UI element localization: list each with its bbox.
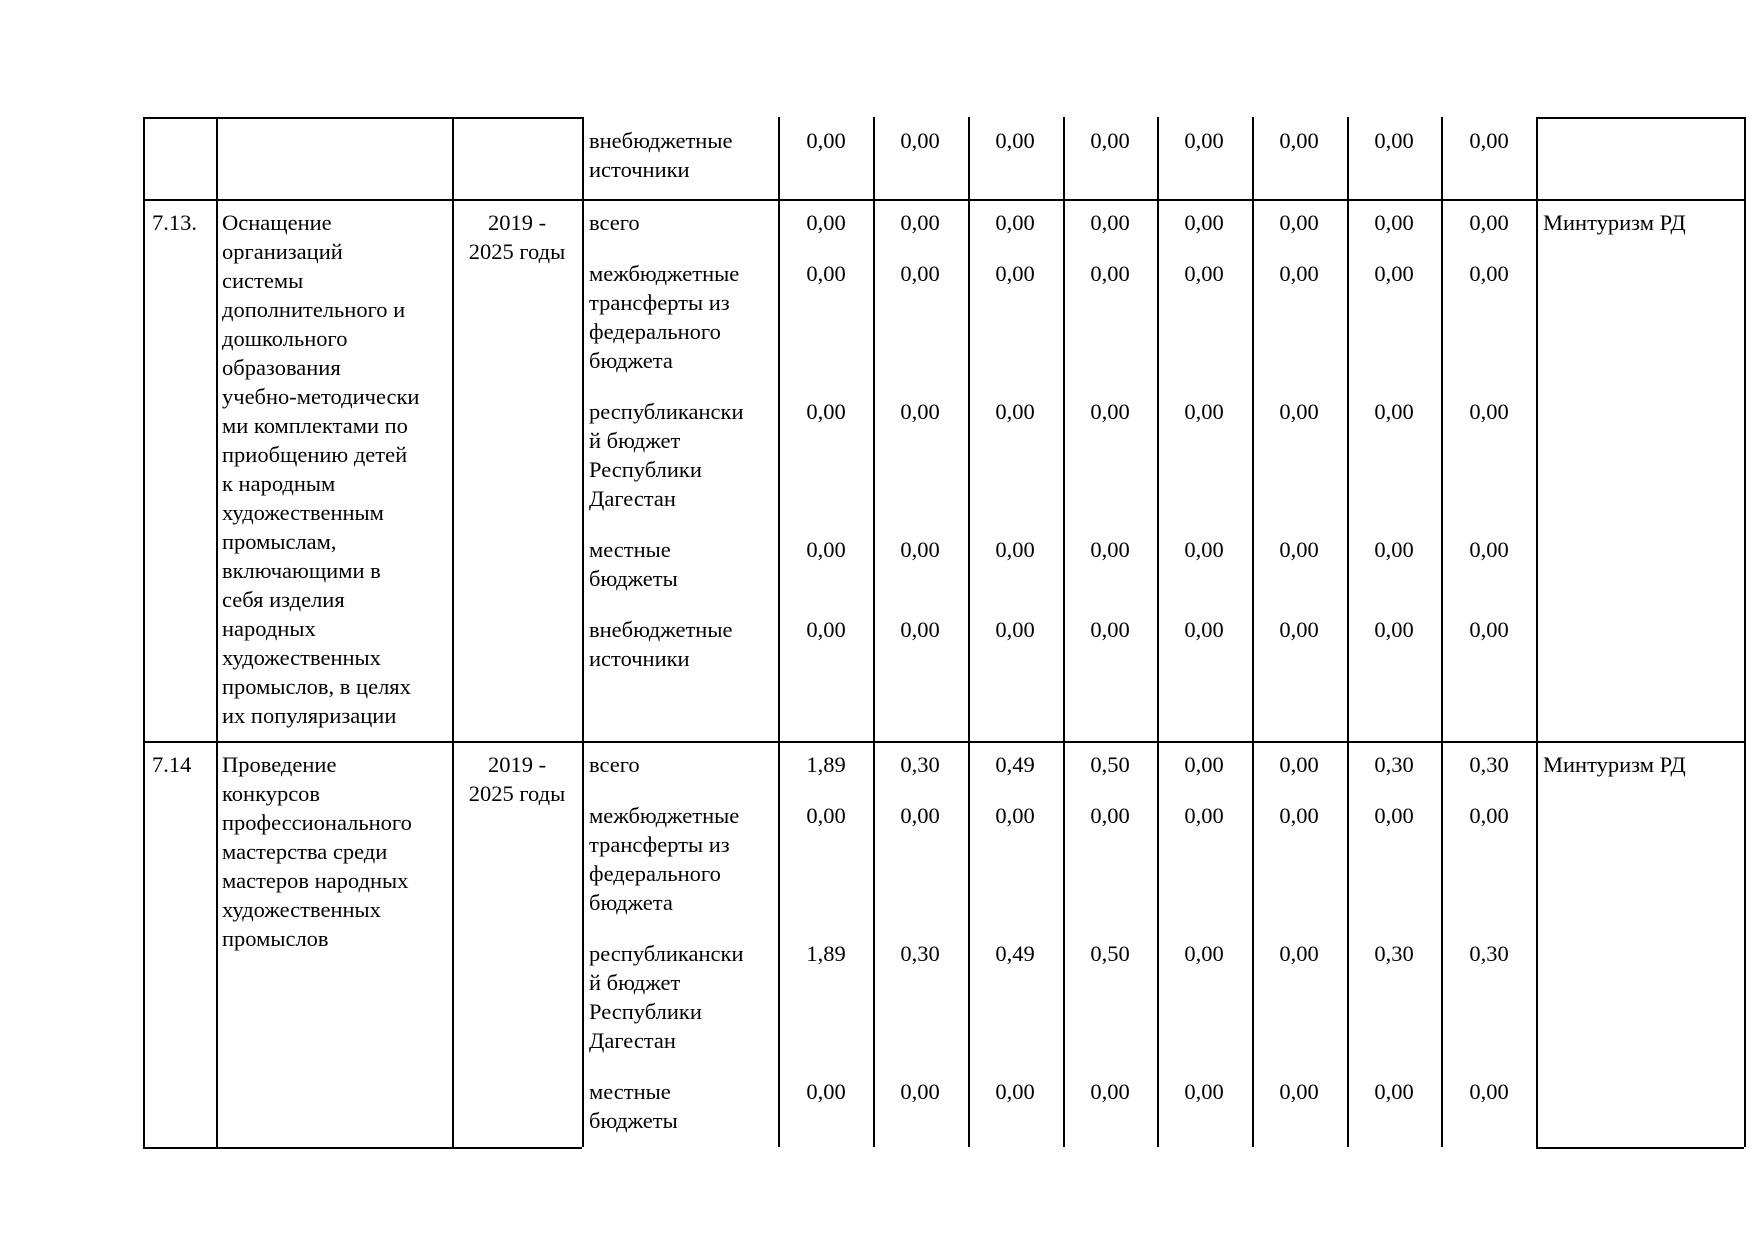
- value-cell: 0,00: [995, 210, 1035, 235]
- value-cell: 0,00: [1184, 128, 1224, 153]
- value-cell: 0,00: [806, 210, 846, 235]
- rule-top-left: [143, 117, 582, 119]
- value-cell: 0,00: [806, 1079, 846, 1104]
- value-cell: 0,00: [1374, 537, 1414, 562]
- item-name: художественным: [222, 500, 384, 525]
- value-cell: 0,00: [995, 537, 1035, 562]
- source-label: внебюджетные: [589, 617, 733, 642]
- value-cell: 0,00: [1279, 617, 1319, 642]
- value-cell: 0,49: [995, 752, 1035, 777]
- value-cell: 0,00: [806, 617, 846, 642]
- source-label: Республики: [589, 457, 702, 482]
- value-cell: 0,00: [900, 399, 940, 424]
- column-border: [452, 117, 454, 1147]
- value-cell: 0,00: [806, 261, 846, 286]
- source-label: бюджета: [589, 348, 673, 373]
- column-border: [778, 117, 780, 1147]
- source-label: всего: [589, 210, 640, 235]
- source-label: федерального: [589, 861, 721, 886]
- item-period: 2025 годы: [468, 239, 566, 264]
- item-name: системы: [222, 268, 304, 293]
- item-name: приобщению детей: [222, 442, 408, 467]
- source-label: источники: [589, 157, 690, 182]
- value-cell: 0,00: [1090, 803, 1130, 828]
- value-cell: 0,00: [1469, 803, 1509, 828]
- rule-bottom-executor: [1536, 1147, 1744, 1149]
- value-cell: 0,00: [900, 803, 940, 828]
- item-name: промыслов, в целях: [222, 674, 411, 699]
- source-label: Республики: [589, 999, 702, 1024]
- value-cell: 0,00: [1469, 261, 1509, 286]
- value-cell: 0,00: [806, 803, 846, 828]
- source-label: местные: [589, 537, 671, 562]
- column-border: [1536, 117, 1538, 1147]
- value-cell: 0,00: [1469, 537, 1509, 562]
- item-executor: Минтуризм РД: [1543, 752, 1686, 777]
- source-label: бюджета: [589, 890, 673, 915]
- value-cell: 0,00: [1090, 399, 1130, 424]
- source-label: республикански: [589, 941, 744, 966]
- source-label: бюджеты: [589, 566, 678, 591]
- value-cell: 0,00: [900, 1079, 940, 1104]
- value-cell: 0,00: [1469, 210, 1509, 235]
- source-label: всего: [589, 752, 640, 777]
- value-cell: 0,50: [1090, 941, 1130, 966]
- column-border: [582, 117, 584, 1147]
- item-name: народных: [222, 616, 316, 641]
- item-executor: Минтуризм РД: [1543, 210, 1686, 235]
- value-cell: 0,30: [1374, 752, 1414, 777]
- value-cell: 0,00: [900, 617, 940, 642]
- source-label: й бюджет: [589, 970, 681, 995]
- value-cell: 0,00: [1279, 128, 1319, 153]
- source-label: й бюджет: [589, 428, 681, 453]
- value-cell: 0,00: [1090, 617, 1130, 642]
- source-label: бюджеты: [589, 1108, 678, 1133]
- value-cell: 0,00: [1279, 752, 1319, 777]
- item-number: 7.13.: [152, 210, 197, 235]
- column-border: [216, 117, 218, 1147]
- value-cell: 0,00: [900, 537, 940, 562]
- value-cell: 0,00: [1374, 803, 1414, 828]
- item-name: Проведение: [222, 752, 337, 777]
- value-cell: 0,30: [1469, 752, 1509, 777]
- value-cell: 0,00: [1279, 1079, 1319, 1104]
- value-cell: 0,00: [1279, 803, 1319, 828]
- value-cell: 0,00: [1184, 399, 1224, 424]
- value-cell: 0,00: [806, 128, 846, 153]
- value-cell: 0,00: [1279, 941, 1319, 966]
- value-cell: 0,30: [900, 752, 940, 777]
- value-cell: 0,00: [1090, 128, 1130, 153]
- column-border: [1441, 117, 1443, 1147]
- rule-bottom-left: [143, 1147, 582, 1149]
- value-cell: 0,00: [995, 261, 1035, 286]
- value-cell: 1,89: [806, 941, 846, 966]
- source-label: Дагестан: [589, 1028, 676, 1053]
- value-cell: 0,00: [806, 537, 846, 562]
- value-cell: 1,89: [806, 752, 846, 777]
- rule-top-executor: [1536, 117, 1744, 119]
- item-period: 2019 -: [487, 210, 547, 235]
- item-name: художественных: [222, 645, 381, 670]
- source-label: Дагестан: [589, 486, 676, 511]
- item-name: их популяризации: [222, 703, 397, 728]
- value-cell: 0,00: [1469, 1079, 1509, 1104]
- source-label: источники: [589, 646, 690, 671]
- item-name: к народным: [222, 471, 336, 496]
- item-name: учебно-методически: [222, 384, 420, 409]
- source-label: федерального: [589, 319, 721, 344]
- value-cell: 0,00: [1279, 399, 1319, 424]
- value-cell: 0,00: [1374, 261, 1414, 286]
- item-name: образования: [222, 355, 341, 380]
- value-cell: 0,00: [1374, 399, 1414, 424]
- source-label: межбюджетные: [589, 261, 740, 286]
- value-cell: 0,00: [1374, 128, 1414, 153]
- source-label: трансферты из: [589, 832, 730, 857]
- value-cell: 0,00: [1279, 261, 1319, 286]
- source-label: межбюджетные: [589, 803, 740, 828]
- value-cell: 0,00: [1090, 537, 1130, 562]
- value-cell: 0,00: [900, 210, 940, 235]
- value-cell: 0,00: [1279, 537, 1319, 562]
- value-cell: 0,00: [1090, 210, 1130, 235]
- value-cell: 0,30: [1469, 941, 1509, 966]
- value-cell: 0,00: [1184, 617, 1224, 642]
- value-cell: 0,00: [1184, 803, 1224, 828]
- item-name: дополнительного и: [222, 297, 406, 322]
- source-label: местные: [589, 1079, 671, 1104]
- item-name: художественных: [222, 897, 381, 922]
- item-name: включающими в: [222, 558, 381, 583]
- value-cell: 0,00: [1184, 1079, 1224, 1104]
- item-name: мастеров народных: [222, 868, 409, 893]
- value-cell: 0,30: [900, 941, 940, 966]
- value-cell: 0,00: [1374, 617, 1414, 642]
- item-name: мастерства среди: [222, 839, 388, 864]
- item-name: профессионального: [222, 810, 412, 835]
- value-cell: 0,00: [806, 399, 846, 424]
- item-period: 2025 годы: [468, 781, 566, 806]
- source-label: внебюджетные: [589, 128, 733, 153]
- item-name: себя изделия: [222, 587, 345, 612]
- item-name: дошкольного: [222, 326, 348, 351]
- value-cell: 0,00: [995, 399, 1035, 424]
- value-cell: 0,00: [1184, 261, 1224, 286]
- item-name: Оснащение: [222, 210, 332, 235]
- column-border: [143, 117, 145, 1147]
- value-cell: 0,00: [900, 128, 940, 153]
- value-cell: 0,00: [995, 803, 1035, 828]
- item-name: организаций: [222, 239, 343, 264]
- value-cell: 0,00: [1184, 210, 1224, 235]
- item-name: промыслам,: [222, 529, 337, 554]
- value-cell: 0,00: [1090, 261, 1130, 286]
- row-border: [143, 741, 1744, 743]
- value-cell: 0,00: [1090, 1079, 1130, 1104]
- value-cell: 0,00: [1469, 399, 1509, 424]
- value-cell: 0,00: [1469, 617, 1509, 642]
- value-cell: 0,00: [995, 617, 1035, 642]
- item-period: 2019 -: [487, 752, 547, 777]
- value-cell: 0,00: [995, 128, 1035, 153]
- value-cell: 0,00: [1184, 537, 1224, 562]
- source-label: трансферты из: [589, 290, 730, 315]
- value-cell: 0,00: [1374, 210, 1414, 235]
- value-cell: 0,00: [1184, 941, 1224, 966]
- column-border: [1744, 117, 1746, 1147]
- value-cell: 0,00: [1279, 210, 1319, 235]
- value-cell: 0,00: [1374, 1079, 1414, 1104]
- value-cell: 0,50: [1090, 752, 1130, 777]
- item-name: конкурсов: [222, 781, 321, 806]
- value-cell: 0,00: [900, 261, 940, 286]
- item-name: промыслов: [222, 926, 329, 951]
- source-label: республикански: [589, 399, 744, 424]
- value-cell: 0,00: [995, 1079, 1035, 1104]
- value-cell: 0,49: [995, 941, 1035, 966]
- item-number: 7.14: [152, 752, 192, 777]
- value-cell: 0,30: [1374, 941, 1414, 966]
- value-cell: 0,00: [1184, 752, 1224, 777]
- row-border: [143, 199, 1744, 201]
- value-cell: 0,00: [1469, 128, 1509, 153]
- item-name: ми комплектами по: [222, 413, 408, 438]
